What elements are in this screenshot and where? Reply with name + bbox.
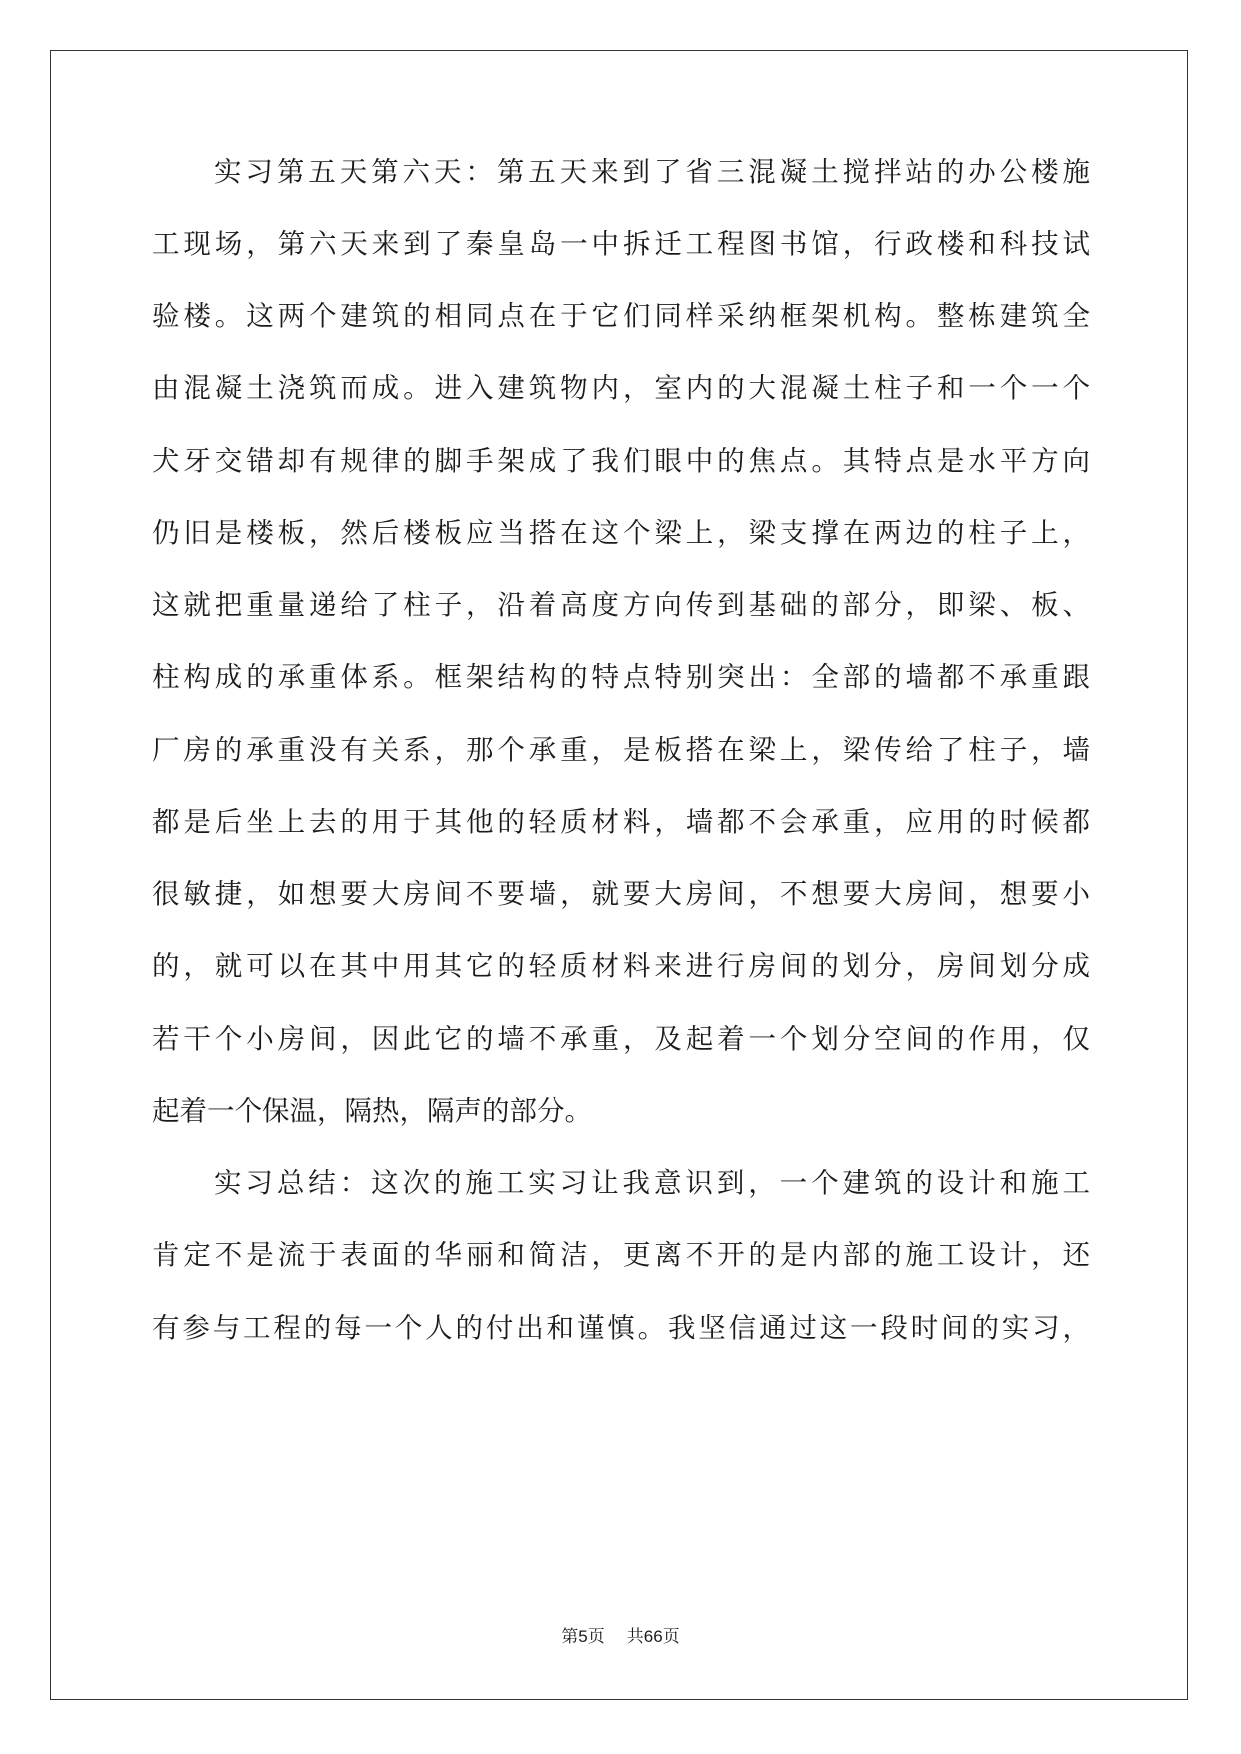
total-prefix: 共 <box>626 1627 644 1647</box>
paragraph-1-line-2: 工现场，第六天来到了秦皇岛一中拆迁工程图书馆，行政楼和科技试 <box>152 228 1090 260</box>
paragraph-1-line-13: 若干个小房间，因此它的墙不承重，及起着一个划分空间的作用，仅 <box>152 1023 1090 1055</box>
total-pages: 66 <box>643 1627 663 1646</box>
page-number: 5 <box>578 1627 588 1646</box>
paragraph-1-line-3: 验楼。这两个建筑的相同点在于它们同样采纳框架机构。整栋建筑全 <box>152 300 1090 332</box>
paragraph-2-line-1: 实习总结：这次的施工实习让我意识到，一个建筑的设计和施工 <box>214 1167 1090 1199</box>
paragraph-1-line-14: 起着一个保温，隔热，隔声的部分。 <box>152 1095 592 1127</box>
paragraph-1-line-6: 仍旧是楼板，然后楼板应当搭在这个梁上，梁支撑在两边的柱子上， <box>152 517 1090 549</box>
page-suffix: 页 <box>587 1627 605 1647</box>
paragraph-1-line-5: 犬牙交错却有规律的脚手架成了我们眼中的焦点。其特点是水平方向 <box>152 445 1090 477</box>
paragraph-1-line-10: 都是后坐上去的用于其他的轻质材料，墙都不会承重，应用的时候都 <box>152 806 1090 838</box>
paragraph-2-line-2: 肯定不是流于表面的华丽和简洁，更离不开的是内部的施工设计，还 <box>152 1239 1090 1271</box>
paragraph-1-line-1: 实习第五天第六天：第五天来到了省三混凝土搅拌站的办公楼施 <box>214 156 1090 188</box>
paragraph-1-line-12: 的，就可以在其中用其它的轻质材料来进行房间的划分，房间划分成 <box>152 950 1090 982</box>
paragraph-1-line-9: 厂房的承重没有关系，那个承重，是板搭在梁上，梁传给了柱子，墙 <box>152 734 1090 766</box>
paragraph-2-line-3: 有参与工程的每一个人的付出和谨慎。我坚信通过这一段时间的实习， <box>152 1312 1090 1344</box>
paragraph-1-line-11: 很敏捷，如想要大房间不要墙，就要大房间，不想要大房间，想要小 <box>152 878 1090 910</box>
paragraph-1-line-8: 柱构成的承重体系。框架结构的特点特别突出：全部的墙都不承重跟 <box>152 661 1090 693</box>
page-prefix: 第 <box>561 1627 579 1647</box>
total-suffix: 页 <box>662 1627 680 1647</box>
paragraph-1-line-4: 由混凝土浇筑而成。进入建筑物内，室内的大混凝土柱子和一个一个 <box>152 372 1090 404</box>
paragraph-1-line-7: 这就把重量递给了柱子，沿着高度方向传到基础的部分，即梁、板、 <box>152 589 1090 621</box>
page-footer <box>0 1622 1241 1647</box>
